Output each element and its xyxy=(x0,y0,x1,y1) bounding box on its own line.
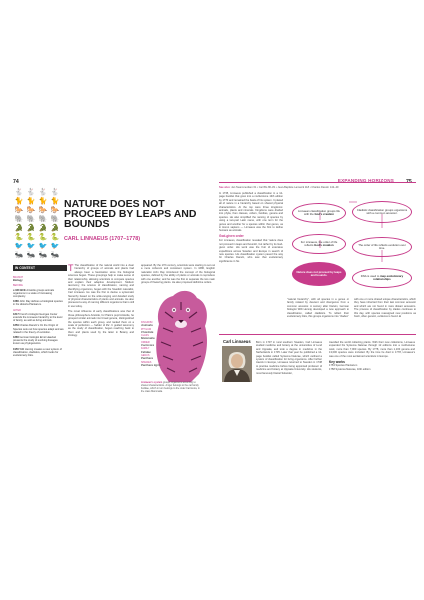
context-entry xyxy=(13,300,65,306)
animal-icon: 🐇 xyxy=(26,189,36,196)
node-3-text: For Linnaeus, the order of life reflects xyxy=(300,239,338,247)
body-column-4: "natural hierarchy", with all species in a genus or family related by descent and divergence from a common ancestor. A century after Darwin, German biologist Willi Hennig developed a new approach to classification, called cladistics. To reflect their evolutionary links, this groups organisms into "clades" xyxy=(287,298,349,319)
caption-text: groups organisms according to shared characteristics. A tiger belongs to the cat family Felidae, which in turn belongs to the order Carnivora, in the class Mammalia. xyxy=(141,381,200,393)
taxonomy-name: Chordata xyxy=(141,329,154,334)
animal-icon: 🐜 xyxy=(38,252,48,259)
biography-column-2 xyxy=(329,341,415,371)
taxonomy-name: Animalia xyxy=(141,323,153,328)
key-work-item: 1753 Species Plantarum xyxy=(329,364,358,368)
context-text: Aristotle groups animals organisms in a scale of increasing complexity. xyxy=(13,288,55,299)
col1-text: The classification of the natural world into a clear hierarchy of groups of animals and plants had always been a fascination since the biological sciences began. These groupings help to make sense of their relationship, allowing scientists to compare species and explain their adaptive development. Modern taxonomy, the science of classification, naming and identifying organisms, began with the Swedish naturalist, Carl Linnaeus. He was the first to devise a systematic hierarchy based on the wide-ranging and detailed study of physical characteristics of plants and animals. He also pioneered a way of naming different organisms that is still in use today. xyxy=(68,264,134,308)
key-works-list xyxy=(329,364,415,371)
animal-icon: 🐇 xyxy=(50,189,60,196)
animal-icon: 🐦 xyxy=(38,243,48,250)
linnaeus-portrait xyxy=(222,346,252,382)
taxonomy-name: Panthera xyxy=(141,356,153,361)
node-for-linnaeus xyxy=(292,234,346,254)
biography-heading: Carl Linnaeus xyxy=(223,339,251,344)
key-works-heading: Key works xyxy=(329,360,345,365)
context-text: Charles Darwin's On the Origin of Species sets out how species adapt and are related in the theory of evolution. xyxy=(13,324,64,334)
node-cladistic-classification: Cladistic classification groups organisms with a common ancestor. xyxy=(352,201,412,223)
node-nature-does-not-leap: Nature does not proceed by leaps and bounds. xyxy=(292,262,346,286)
animal-icon: 🐦 xyxy=(26,243,36,250)
animal-icon: 🐈 xyxy=(14,198,24,205)
animal-icon: 🐎 xyxy=(50,207,60,214)
see-also xyxy=(219,186,415,189)
animal-icon: 🐜 xyxy=(50,252,60,259)
running-header: EXPANDING HORIZONS xyxy=(337,178,394,183)
node-linnaean-classification xyxy=(292,203,346,223)
context-heading: IN CONTEXT xyxy=(13,265,67,271)
animal-icon: 🐍 xyxy=(26,234,36,241)
drop-cap: T xyxy=(68,263,74,273)
taxonomy-rank: GENUS xyxy=(141,353,150,357)
taxonomy-name: Panthera tigris xyxy=(141,362,161,367)
animal-icon: 🐈 xyxy=(38,198,48,205)
context-entry xyxy=(13,336,65,346)
animal-icon: 🐊 xyxy=(38,225,48,232)
context-text: John Ray defines a biological species in his Historia Plantarum. xyxy=(13,300,63,307)
node-dna xyxy=(352,268,412,288)
context-year: 1950 xyxy=(13,347,20,351)
taxonomy-rank: SPECIES xyxy=(141,360,152,364)
left-page-number: 74 xyxy=(13,179,19,185)
branch-label: BRANCH xyxy=(13,276,24,279)
god-given-order-subhead: God-given order xyxy=(219,233,244,238)
col1b-text: The novel influence of early classifications was that of those philosophers Aristotle, for Plato's pupil Aristotle, he grouped similar animals into broad genera, distinguished the species within each group, and ranked them on a scale of perfection — 'ladder of life'. It guided taxonomy as the study of classification, began reaching back to them and plants used by the latter in Botany and Zoology. xyxy=(68,310,134,338)
body-column-3 xyxy=(219,192,283,263)
animal-icon: 🐈 xyxy=(50,198,60,205)
taxonomy-rank: PHYLUM xyxy=(141,327,151,331)
animal-icon: 🐍 xyxy=(14,234,24,241)
see-also-label: See also: xyxy=(219,186,231,189)
see-also-text: Jan Swammerdam 61 • Carl Bo 80–81 • Jean-Baptiste Lamarck 118 • Charles Darwin 142–49 xyxy=(231,186,339,189)
caption-lead: Linnaeus's system xyxy=(141,381,163,384)
context-text: German biologist Ernst Haeckel presents the study of evolving lineages known as phylogenetics. xyxy=(13,336,58,346)
context-entry xyxy=(13,324,65,334)
taxonomy-ladder xyxy=(141,321,175,367)
taxonomy-name: Mammalia xyxy=(141,336,155,341)
node-1-text: Linnaean classification groups life with the xyxy=(298,208,340,216)
context-text: French zoologist Georges Cuvier extends the Linnaeus hierarchy to the level of family, as well as living animals. xyxy=(13,312,63,323)
taxonomy-rank: CLASS xyxy=(141,334,149,338)
context-year: 1817 xyxy=(13,312,20,316)
col3b-text: For Linnaeus, classification revealed that 'nature does not proceed in leaps and bounds', but rather by its God-given order. His work was the fruit of extensive expeditions across Sweden and Europe in search of new species. His classification system paved the way for Charles Darwin, who saw that evolutionary significance in his xyxy=(219,239,283,263)
bio-col2-text: travelled the world collecting plants. With their new collections, Linnaeus expanded his Systema Naturae through 12 editions into a multivolume work, more than 7,000 species. By 1778, more than 1,100 genera and 13,000 species were included. By the time he died in 1778, Linnaeus's was one of the most acclaimed scientists in Europe. xyxy=(329,341,415,358)
context-panel xyxy=(13,274,65,359)
context-entry xyxy=(13,289,65,299)
animal-icon: 🐘 xyxy=(50,216,60,223)
animal-icon: 🐇 xyxy=(38,189,48,196)
after-label: AFTER xyxy=(13,308,21,312)
node-6-highlight: map evolutionary relationships xyxy=(373,273,404,281)
context-year: 1686 xyxy=(13,300,20,304)
taxonomy-rank: KINGDOM xyxy=(141,321,153,324)
taxonomy-name: Carnivora xyxy=(141,343,155,348)
context-entry xyxy=(13,348,65,358)
animal-icon: 🐜 xyxy=(14,252,24,259)
animal-icon: 🐎 xyxy=(38,207,48,214)
after-list xyxy=(13,313,65,357)
taxonomy-rank: FAMILY xyxy=(141,347,150,351)
animal-icon: 🐊 xyxy=(14,225,24,232)
tiger-caption xyxy=(141,381,201,393)
node-6-text: DNA is used to xyxy=(360,273,380,278)
animal-icon: 🐊 xyxy=(26,225,36,232)
branch-value: Biology xyxy=(13,279,23,283)
animal-icon: 🐜 xyxy=(26,252,36,259)
article-author: CARL LINNAEUS (1707–1778) xyxy=(64,236,140,242)
taxonomy-name: Felidae xyxy=(141,349,151,354)
animal-silhouettes xyxy=(13,188,61,262)
before-label: BEFORE xyxy=(13,284,23,288)
animal-icon: 🐘 xyxy=(14,216,24,223)
body-column-2: appeared. By the 17th century, scientists were starting to set out a more coherent and consistent system. In 1686, English naturalist John Ray introduced the concept of the biological species, defined by the ability of plants or animals to reproduce with one another, and he was the first to separate the two main groups of flowering plants. He also proposed definitive orders. xyxy=(141,264,215,285)
node-3-highlight: God's creation xyxy=(314,243,334,247)
context-year: c.320 BCE xyxy=(13,288,27,292)
col3a-text: In 1735, Linnaeus published a classification in a 12-page booklet that grew into a multivolume 13th edition by 1770 and remained the basis of his system. It placed all of nature in a hierarchy based on shared physical characteristics. At the top were three kingdoms: animals, plants and minerals. Kingdoms were divided into phyla, then classes, orders, families, genera and species. He also simplified the naming of species by using a two-part Latin name, with one term for the genus and another for a species within that genus, as in Homo sapiens — Linnaeus was the first to define humans as animals. xyxy=(219,192,284,233)
context-entry xyxy=(13,313,65,323)
animal-icon: 🐦 xyxy=(50,243,60,250)
body-column-1 xyxy=(68,264,134,338)
animal-icon: 🐎 xyxy=(14,207,24,214)
context-year: 1859 xyxy=(13,324,20,328)
context-year: 1866 xyxy=(13,336,20,340)
node-evolution: The order of life reflects evolution over time. xyxy=(352,237,412,257)
body-column-5: with one or more shared unique characteristics, which they have inherited from their last common ancestor and which are not found in more distant ancestors. The process of classification by clades continues to this day, with species reassigned new positions as fresh, often genetic, evidence is found. ■ xyxy=(354,298,416,319)
animal-icon: 🐎 xyxy=(26,207,36,214)
node-1-highlight: God's creation xyxy=(314,212,334,216)
context-text: Willi Hennig creates a new system of classification, cladistics, which looks for evolutionary links. xyxy=(13,347,62,358)
animal-icon: 🐍 xyxy=(38,234,48,241)
animal-icon: 🐘 xyxy=(38,216,48,223)
animal-icon: 🐘 xyxy=(26,216,36,223)
before-list xyxy=(13,289,65,307)
animal-icon: 🐦 xyxy=(14,243,24,250)
key-work-item: 1758 Systema Naturae, 10th edition xyxy=(329,367,371,371)
article-title: NATURE DOES NOT PROCEED BY LEAPS AND BOUNDS xyxy=(64,198,197,230)
animal-icon: 🐈 xyxy=(26,198,36,205)
animal-icon: 🐍 xyxy=(50,234,60,241)
biography-column-1: Born in 1707 in rural southern Sweden, Carl Linnaeus studied medicine and botany at the universities of Lund and Uppsala, and took a degree in medicine in the Netherlands in 1735. Later that year he published a 12-page booklet called Systema Naturae, which outlined a system of classification for living organisms. After further travels in Europe, Linnaeus returned to Sweden in 1738 to practise medicine before being appointed professor of medicine and botany at Uppsala University. His students, most famously Daniel Solander, xyxy=(256,341,322,375)
animal-icon: 🐇 xyxy=(14,189,24,196)
taxonomy-rank: ORDER xyxy=(141,340,150,344)
animal-icon: 🐊 xyxy=(50,225,60,232)
